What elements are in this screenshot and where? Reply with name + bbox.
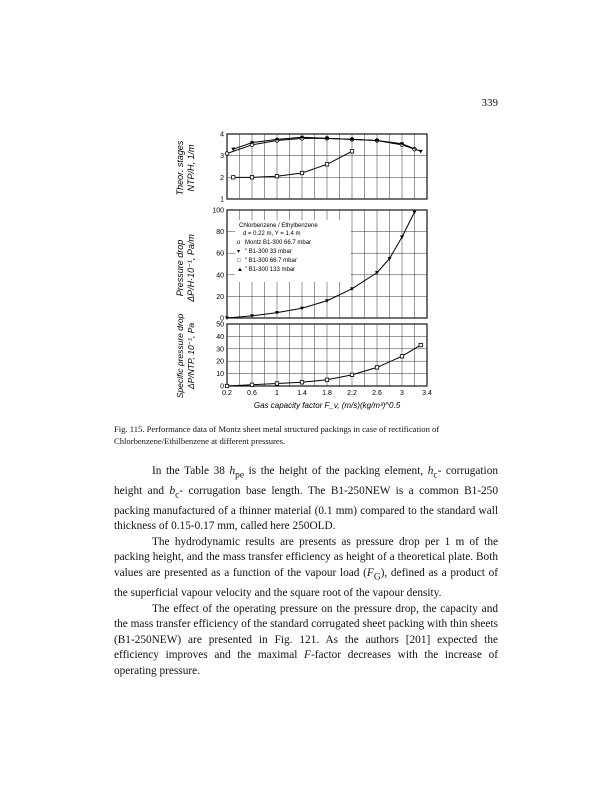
series-line [227, 345, 421, 386]
legend-marker-2: ▾ [237, 249, 241, 255]
y-tick-label: 20 [216, 358, 224, 366]
y-tick-label: 20 [216, 293, 224, 301]
bot-ylabel-2: ΔP/NTP, 10⁻¹, Pa [186, 322, 196, 390]
x-tick-label: 1 [275, 390, 279, 397]
series-line [233, 151, 352, 177]
page-number: 339 [481, 97, 498, 109]
y-tick-label: 0 [220, 315, 224, 323]
y-tick-label: 0 [220, 383, 224, 391]
y-tick-label: 50 [216, 321, 224, 329]
x-tick-label: 3.4 [422, 390, 432, 397]
x-tick-label: 2.2 [347, 390, 357, 397]
y-tick-label: 30 [216, 346, 224, 354]
y-tick-label: 1 [220, 196, 224, 204]
x-tick-label: 2.6 [372, 390, 382, 397]
top-ylabel-2: NTP/H, 1/m [186, 144, 196, 192]
x-tick-label: 0.6 [247, 390, 257, 397]
legend-entry-3: " B1-300 66.7 mbar [245, 258, 297, 264]
data-point [300, 381, 303, 384]
data-point [275, 382, 278, 385]
data-point [250, 383, 253, 386]
legend-marker-1: o [237, 240, 241, 246]
data-point [325, 163, 328, 166]
y-tick-label: 100 [212, 207, 224, 215]
data-point [413, 211, 417, 215]
paragraph-1: In the Table 38 $h_{pe}$ is the height of the packing element, $h_c-$ corrugation height and $b_c-$ corrugation base length. The B1-250NEW is a common B1-250 packing manufactured of a thinner material (0.1 mm) compared to the standard wall thickness of 0.15-0.17 mm, called here 250OLD. [114, 465, 498, 533]
legend-subtitle: d = 0.22 m, Y = 1.4 m [243, 231, 301, 237]
y-tick-label: 2 [220, 174, 224, 182]
data-point [375, 366, 378, 369]
data-point [250, 176, 253, 179]
legend-marker-4: ▲ [237, 267, 243, 273]
x-tick-label: 0.2 [222, 390, 232, 397]
x-tick-label: 1.8 [322, 390, 332, 397]
data-point [225, 384, 228, 387]
y-tick-label: 60 [216, 250, 224, 258]
legend [235, 220, 351, 282]
y-tick-label: 3 [220, 153, 224, 161]
legend-marker-3: □ [237, 258, 241, 264]
data-point [300, 171, 303, 174]
x-axis-label: Gas capacity factor F_v, (m/s)(kg/m³)^0.5 [253, 401, 401, 410]
figure-caption: Fig. 115. Performance data of Montz sheet metal structured packings in case of rectification of Chlorbenzene/Ethilbenzene at different pressures. [114, 424, 440, 446]
figure-115 [165, 126, 450, 416]
data-point [400, 355, 403, 358]
y-tick-label: 80 [216, 229, 224, 237]
data-point [325, 378, 328, 381]
mid-ylabel-2: ΔP/H·10⁻¹, Pa/m [186, 234, 196, 302]
series-line [227, 138, 415, 153]
data-point [275, 175, 278, 178]
y-tick-label: 4 [220, 131, 224, 139]
legend-entry-4: " B1-300 133 mbar [245, 267, 296, 273]
legend-entry-2: " B1-300 33 mbar [245, 249, 292, 255]
x-tick-label: 3 [400, 390, 404, 397]
data-point [225, 152, 229, 156]
legend-entry-1: Montz B1-300 66.7 mbar [245, 240, 312, 246]
data-point [350, 373, 353, 376]
data-point [350, 150, 353, 153]
paragraph-3: The effect of the operating pressure on the pressure drop, the capacity and the mass transfer efficiency of the standard corrugated sheet packing with thin sheets (B1-250NEW) are presented in Fig. 121. As the authors [201] expected the efficiency improves and the maximal F-factor decreases with the increase of operating pressure. [114, 602, 498, 677]
paragraph-2: The hydrodynamic results are presents as pressure drop per 1 m of the packing height, and the mass transfer efficiency as height of a theoretical plate. Both values are presented as a function of the vapour load $(F_G)$, defined as a product of the superficial vapour velocity and the square root of the vapour density. [114, 535, 498, 599]
y-tick-label: 10 [216, 371, 224, 379]
bot-ylabel-1: Specific pressure drop [175, 313, 185, 399]
data-point [232, 176, 235, 179]
top-ylabel-1: Theor. stages [175, 140, 185, 196]
y-tick-label: 40 [216, 333, 224, 341]
mid-ylabel-1: Pressure drop [175, 239, 185, 297]
x-tick-label: 1.4 [297, 390, 307, 397]
data-point [419, 343, 422, 346]
body-text [114, 464, 498, 679]
y-tick-label: 40 [216, 272, 224, 280]
data-point [419, 150, 423, 154]
legend-title: Chlorbenzene / Ethylbenzene [239, 223, 318, 229]
